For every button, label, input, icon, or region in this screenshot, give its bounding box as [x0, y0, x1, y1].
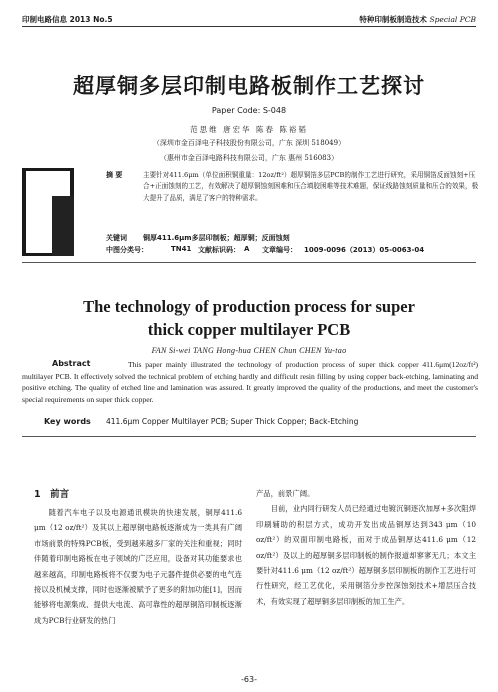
title-en-line1: The technology of production process for super	[83, 297, 415, 316]
keywords-en: 411.6μm Copper Multilayer PCB; Super Thick Copper; Back-Etching	[106, 417, 359, 426]
keywords-en-label: Key words	[44, 417, 91, 426]
authors-cn: 范思维 唐宏华 陈春 陈裕韬	[190, 125, 308, 134]
section-header	[359, 14, 476, 25]
doc-code-label: 文献标识码：	[198, 246, 240, 254]
abstract-cn-label: 摘 要	[106, 171, 123, 179]
section-header-en: Special PCB	[429, 15, 476, 24]
keywords-cn-label: 关键词	[106, 234, 127, 242]
body-rule	[22, 436, 476, 437]
abstract-rule	[22, 262, 476, 263]
classification-value: TN41	[171, 245, 192, 253]
authors-en: FAN Si-wei TANG Hong-hua CHEN Chun CHEN Yu-tao	[151, 346, 347, 355]
body-paragraph-1: 随着汽车电子以及电源通讯模块的快速发展，铜厚411.6 μm（12 oz/ft²）及其以上超厚铜电路板逐渐成为一类具有广阔市场前景的特殊PCB板，受到越来越多厂家的关注和重视；同时伴随着印制电路板在电子领域的广泛应用，设备对其功能要求也越来越高，印制电路板将不仅要为电子元器件提供必要的电气连接以及机械支撑，同时也逐渐被赋予了更多的附加功能[1]，因而能够将电源集成、提供大电流、高可靠性的超厚铜箔印制板逐渐成为PCB行业研发的热门	[34, 508, 242, 625]
article-number-label: 文章编号：	[262, 246, 297, 254]
page-number: -63-	[241, 675, 257, 684]
section-header-cn: 特种印制板制造技术	[359, 15, 427, 24]
journal-header: 印制电路信息 2013 No.5	[22, 15, 113, 24]
section-heading: 1 前言	[34, 489, 70, 500]
affiliation-2: （惠州市金百泽电路科技有限公司，广东 惠州 516083）	[159, 154, 339, 162]
classification-label: 中图分类号：	[106, 246, 148, 254]
paper-code: Paper Code: S-048	[211, 106, 287, 115]
body-right-column	[256, 486, 476, 609]
affiliation-1: （深圳市金百泽电子科技股份有限公司，广东 深圳 518049）	[152, 139, 346, 147]
title-cn: 超厚铜多层印制电路板制作工艺探讨	[73, 74, 425, 98]
article-number: 1009-0096（2013）05-0063-04	[304, 246, 425, 254]
abstract-en-label: Abstract	[52, 359, 93, 368]
body-paragraph-2: 产品，前景广阔。	[256, 489, 315, 498]
body-paragraph-3: 目前，业内同行研发人员已经通过电镀沉铜逐次加厚+多次阻焊印刷辅助的积层方式，成功开发出成品铜厚达到343 μm（10 oz/ft²）的双面印制电路板，而对于成品铜厚达411.6 μm（12 oz/ft²）及以上的超厚铜多层印制板的制作报道却寥寥无几；本文主要针对411.6 μm（12 oz/ft²）超厚铜多层印制板的制作工艺进行可行性研究，经工艺优化，采用铜箔分步控深蚀刻技术+增层压合技术，有效实现了超厚铜多层印制板的加工生产。	[256, 504, 476, 606]
header-rule	[22, 26, 476, 27]
abstract-en-text: This paper mainly illustrated the technology of production process of super thick copper 411.6μm(12oz/ft²) multilayer PCB. It effectively solved the technical problem of etching hardly and difficult resin filling by using copper back-etching, laminating and positive etching. The quality of etched line and lamination was assured. It greatly improved the quality of the productions, and meet the customer's special requirements on super thick copper.	[22, 360, 478, 404]
body-left-column	[34, 505, 242, 628]
abstract-cn-text: 主要针对411.6μm（单位面积铜重量：12oz/ft²）超厚铜箔多层PCB的制作工艺进行研究，采用铜箔反面蚀刻+压合+正面蚀刻的工艺，有效解决了超厚铜蚀刻困难和压合填胶困难等技术难题，保证线路蚀刻质量和压合的效果，极大提升了品质，满足了客户的特种需求。	[143, 171, 479, 202]
keywords-cn: 铜厚411.6μm多层印制板；超厚铜；反面蚀刻	[143, 234, 290, 242]
title-en-line2: thick copper multilayer PCB	[147, 320, 351, 339]
abstract-decoration-shadow	[52, 196, 74, 256]
doc-code: A	[244, 245, 250, 253]
